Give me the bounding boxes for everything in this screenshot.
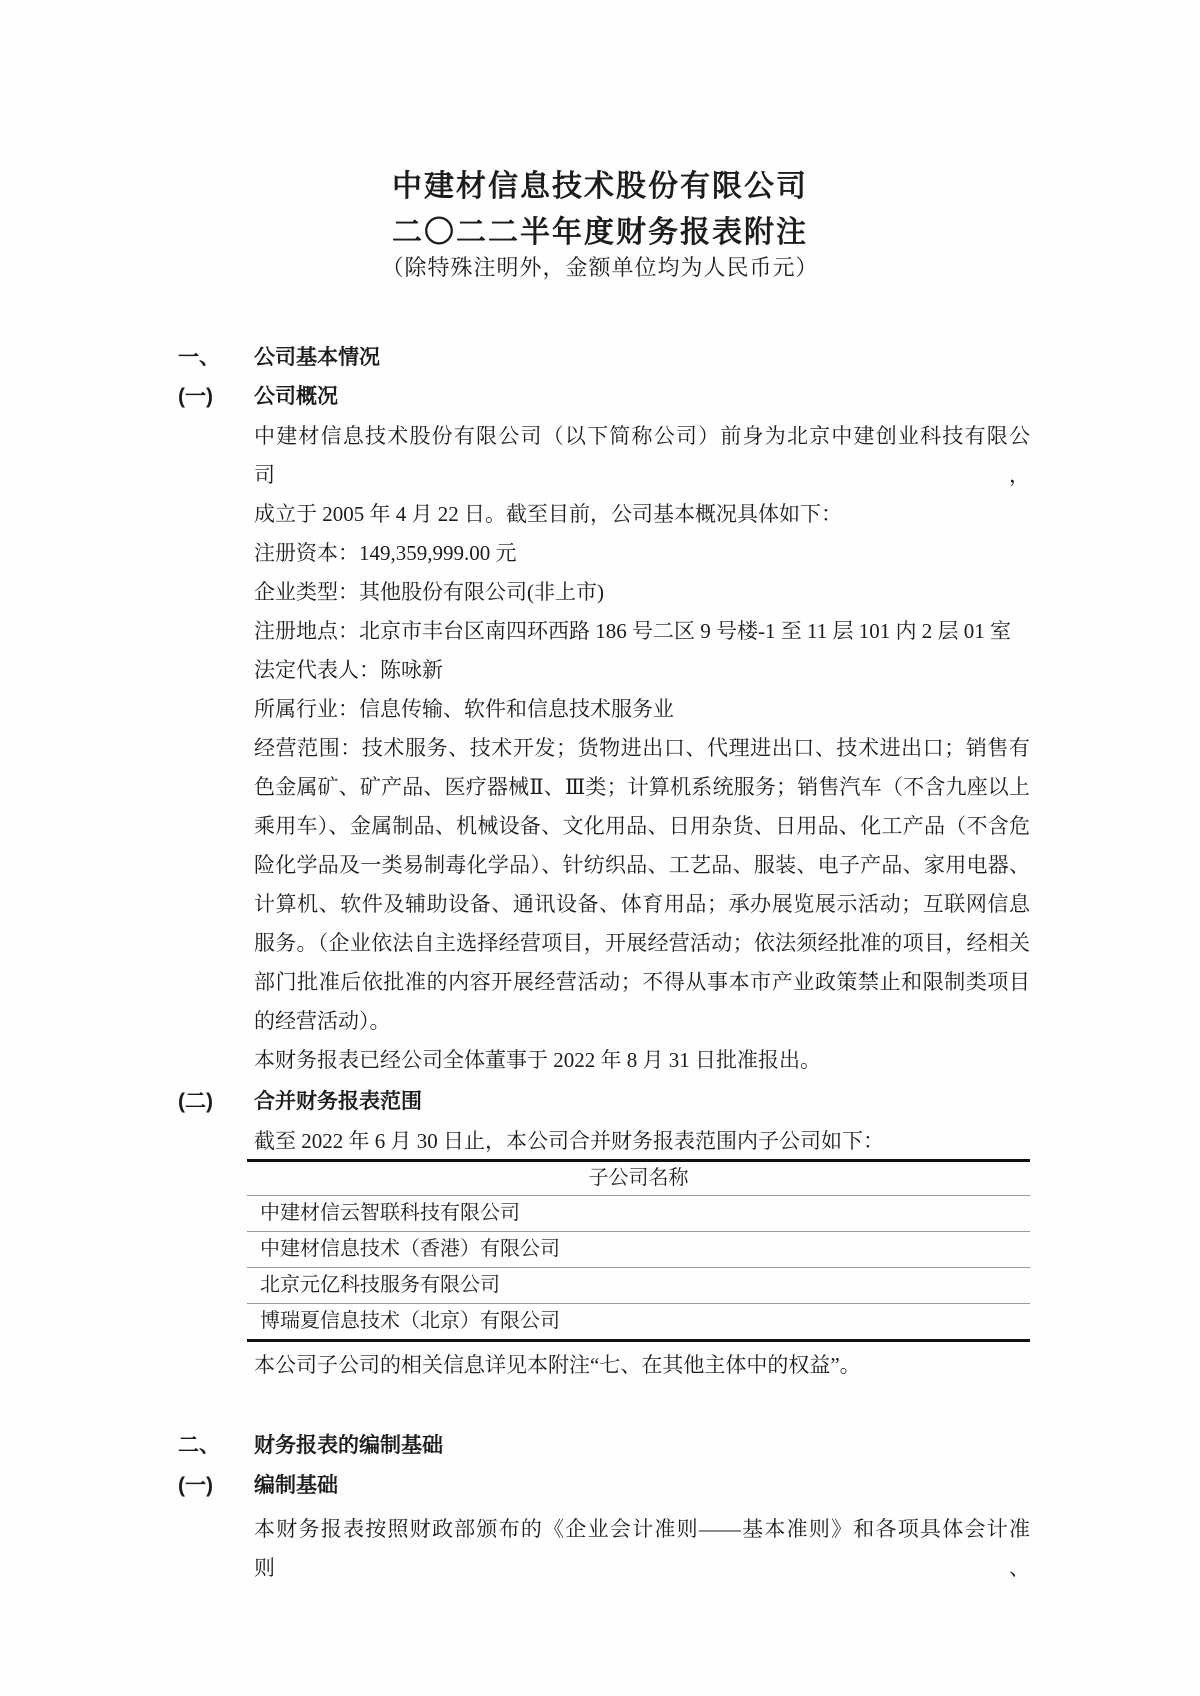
section1-number: 一、 <box>178 346 220 369</box>
table-row: 北京元亿科技服务有限公司 <box>247 1268 1030 1304</box>
industry-line: 所属行业：信息传输、软件和信息技术服务业 <box>254 697 674 721</box>
approval-date-line: 本财务报表已经公司全体董事于 2022 年 8 月 31 日批准报出。 <box>254 1048 821 1072</box>
company-name-title: 中建材信息技术股份有限公司 <box>392 170 808 203</box>
registered-address-line: 注册地点：北京市丰台区南四环西路 186 号二区 9 号楼-1 至 11 层 101 内 2 层 01 室 <box>254 619 1011 643</box>
company-overview-paragraph <box>254 417 1030 1080</box>
document-title-block <box>0 164 1200 280</box>
body-line: 的经营活动）。 <box>254 1009 391 1033</box>
intro-line: 截至 2022 年 6 月 30 日止，本公司合并财务报表范围内子公司如下： <box>254 1129 884 1153</box>
section1-title: 公司基本情况 <box>254 346 380 369</box>
section2-title: 财务报表的编制基础 <box>254 1434 443 1457</box>
table-row: 中建材信息技术（香港）有限公司 <box>247 1232 1030 1268</box>
section1-sub2-number: (二) <box>178 1090 213 1113</box>
body-line: 服务。（企业依法自主选择经营项目，开展经营活动；依法须经批准的项目，经相关 <box>254 931 1030 955</box>
section2-sub1-heading <box>178 1471 1030 1501</box>
body-line: 中建材信息技术股份有限公司（以下简称公司）前身为北京中建创业科技有限公司， <box>254 424 1030 487</box>
section2-sub1-title: 编制基础 <box>254 1474 338 1497</box>
table-row: 中建材信云智联科技有限公司 <box>247 1196 1030 1232</box>
legal-representative-line: 法定代表人：陈咏新 <box>254 658 443 682</box>
subsidiaries-table-header: 子公司名称 <box>247 1162 1030 1196</box>
body-line: 色金属矿、矿产品、医疗器械Ⅱ、Ⅲ类；计算机系统服务；销售汽车（不含九座以上 <box>254 775 1030 799</box>
section1-heading <box>178 343 1030 373</box>
registered-capital-line: 注册资本：149,359,999.00 元 <box>254 541 517 565</box>
section2-heading <box>178 1431 1030 1461</box>
report-title: 二〇二二半年度财务报表附注 <box>392 216 808 249</box>
table-row: 博瑞夏信息技术（北京）有限公司 <box>260 1310 560 1332</box>
body-line: 计算机、软件及辅助设备、通讯设备、体育用品；承办展览展示活动；互联网信息 <box>254 892 1030 916</box>
subsidiaries-table <box>247 1159 1030 1342</box>
consolidation-scope-intro <box>254 1122 1030 1161</box>
preparation-basis-paragraph <box>254 1510 1030 1588</box>
body-line: 部门批准后依批准的内容开展经营活动；不得从事本市产业政策禁止和限制类项目 <box>254 970 1030 994</box>
body-line: 本财务报表按照财政部颁布的《企业会计准则——基本准则》和各项具体会计准则、 <box>254 1517 1030 1580</box>
section1-sub1-number: (一) <box>178 385 213 408</box>
section2-number: 二、 <box>178 1434 220 1457</box>
body-line: 成立于 2005 年 4 月 22 日。截至目前，公司基本概况具体如下： <box>254 502 842 526</box>
section1-sub2-title: 合并财务报表范围 <box>254 1090 422 1113</box>
section1-sub1-title: 公司概况 <box>254 385 338 408</box>
section2-sub1-number: (一) <box>178 1474 213 1497</box>
enterprise-type-line: 企业类型：其他股份有限公司(非上市) <box>254 580 604 604</box>
body-line: 乘用车）、金属制品、机械设备、文化用品、日用杂货、日用品、化工产品（不含危 <box>254 814 1030 838</box>
body-line: 险化学品及一类易制毒化学品）、针纺织品、工艺品、服装、电子产品、家用电器、 <box>254 853 1030 877</box>
section1-sub2-heading <box>178 1087 1030 1117</box>
business-scope-line: 经营范围：技术服务、技术开发；货物进出口、代理进出口、技术进出口；销售有 <box>254 736 1030 760</box>
subsidiaries-note <box>254 1346 1030 1385</box>
currency-note: （除特殊注明外，金额单位均为人民币元） <box>381 255 819 280</box>
section1-sub1-heading <box>178 382 1030 412</box>
note-line: 本公司子公司的相关信息详见本附注“七、在其他主体中的权益”。 <box>254 1353 861 1377</box>
